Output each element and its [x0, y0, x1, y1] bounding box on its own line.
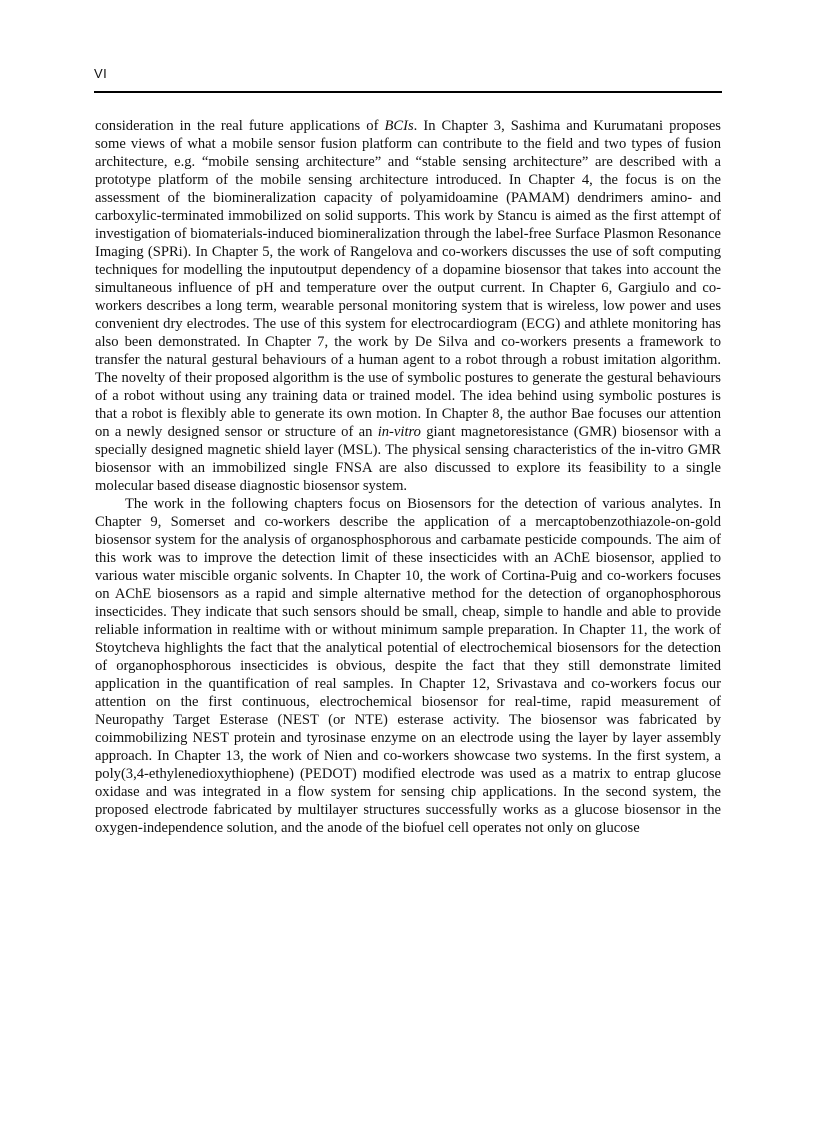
- body-text: [95, 117, 721, 837]
- paragraph-1: [95, 117, 721, 495]
- text-run: giant magnetoresistance (GMR) biosensor with a specially designed magnetic shield layer (MSL). The physical sensing characteristics of the in-vitro GMR biosensor with an immobilized single FNSA are also discussed to explore its feasibility to a single molecular based disease diagnostic biosensor system.: [95, 424, 721, 494]
- text-run: . In Chapter 3, Sashima and Kurumatani proposes some views of what a mobile sensor fusion platform can contribute to the field and two types of fusion architecture, e.g. “mobile sensing architecture” and “stable sensing architecture” are described with a prototype platform of the mobile sensing architecture introduced. In Chapter 4, the focus is on the assessment of the biomineralization capacity of polyamidoamine (PAMAM) dendrimers amino- and carboxylic-terminated immobilized on solid supports. This work by Stancu is aimed as the first attempt of investigation of biomaterials-induced biomineralization through the label-free Surface Plasmon Resonance Imaging (SPRi). In Chapter 5, the work of Rangelova and co-workers discusses the use of soft computing techniques for modelling the inputoutput dependency of a dopamine biosensor that takes into account the simultaneous influence of pH and temperature over the output current. In Chapter 6, Gargiulo and co-workers describes a long term, wearable personal monitoring system that is wireless, low power and uses convenient dry electrodes. The use of this system for electrocardiogram (ECG) and athlete monitoring has also been demonstrated. In Chapter 7, the work by De Silva and co-workers presents a framework to transfer the natural gestural behaviours of a human agent to a robot through a robust imitation algorithm. The novelty of their proposed algorithm is the use of symbolic postures to generate the gestural behaviours of a robot without using any training data or trained model. The idea behind using symbolic postures is that a robot is flexibly able to generate its own motion. In Chapter 8, the author Bae focuses our attention on a newly designed sensor or structure of an: [95, 118, 721, 440]
- paragraph-2: The work in the following chapters focus on Biosensors for the detection of various analytes. In Chapter 9, Somerset and co-workers describe the application of a mercaptobenzothiazole-on-gold biosensor system for the analysis of organosphosphorous and carbamate pesticide compounds. The aim of this work was to improve the detection limit of these insecticides with an AChE biosensor, applied to various water miscible organic solvents. In Chapter 10, the work of Cortina-Puig and co-workers focuses on AChE biosensors as a rapid and simple alternative method for the detection of organophosphorous insecticides. They indicate that such sensors should be small, cheap, simple to handle and able to provide reliable information in realtime with or without minimum sample preparation. In Chapter 11, the work of Stoytcheva highlights the fact that the analytical potential of electrochemical biosensors for the detection of organophosphorous insecticides is obvious, despite the fact that they still demonstrate limited application in the quantification of real samples. In Chapter 12, Srivastava and co-workers focus our attention on the first continuous, electrochemical biosensor for real-time, rapid measurement of Neuropathy Target Esterase (NEST (or NTE) esterase activity. The biosensor was fabricated by coimmobilizing NEST protein and tyrosinase enzyme on an electrode using the layer by layer assembly approach. In Chapter 13, the work of Nien and co-workers showcase two systems. In the first system, a poly(3,4-ethylenedioxythiophene) (PEDOT) modified electrode was used as a matrix to entrap glucose oxidase and was integrated in a flow system for sensing chip applications. In the second system, the proposed electrode fabricated by multilayer structures successfully works as a glucose biosensor in the oxygen-independence solution, and the anode of the biofuel cell operates not only on glucose: [95, 496, 721, 836]
- italic-term: in-vitro: [377, 424, 421, 440]
- page-number: VI: [94, 66, 108, 81]
- header-rule: [94, 91, 722, 93]
- text-run: consideration in the real future applications of: [95, 118, 385, 134]
- italic-term: BCIs: [384, 118, 414, 134]
